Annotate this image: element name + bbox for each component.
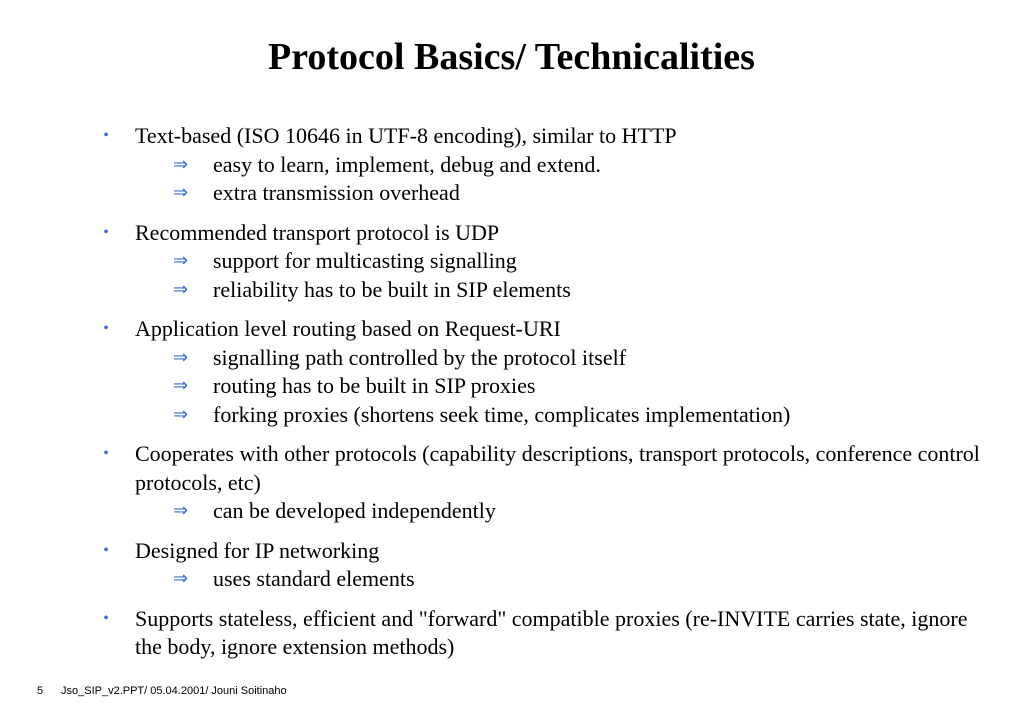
sub-item (135, 344, 983, 373)
implies-arrow-icon: ⇒ (173, 568, 189, 589)
bullet-dot-icon: • (103, 320, 109, 337)
bullet-text: Text-based (ISO 10646 in UTF-8 encoding), similar to HTTP (135, 123, 677, 148)
implies-arrow-icon: ⇒ (173, 278, 189, 300)
page-number: 5 (37, 685, 44, 697)
sub-item (135, 151, 983, 180)
sub-item-text: can be developed independently (213, 498, 496, 523)
bullet-item (0, 219, 1023, 305)
implies-arrow-icon: ⇒ (173, 153, 189, 175)
sub-item-text: routing has to be built in SIP proxies (213, 373, 536, 398)
sub-item-text: support for multicasting signalling (213, 248, 517, 273)
bullet-dot-icon: • (103, 445, 109, 462)
bullet-dot-icon: • (103, 127, 109, 144)
sub-item-text: uses standard elements (213, 566, 415, 591)
implies-arrow-icon: ⇒ (173, 182, 189, 203)
implies-arrow-icon: ⇒ (173, 346, 189, 368)
bullet-dot-icon: • (103, 223, 109, 241)
bullet-item (0, 440, 1023, 526)
sub-item-text: extra transmission overhead (213, 180, 460, 205)
bullet-text: Application level routing based on Request-URI (135, 316, 561, 341)
bullet-item (0, 605, 1023, 662)
bullet-dot-icon: • (103, 541, 109, 559)
implies-arrow-icon: ⇒ (173, 403, 189, 425)
sub-item-text: forking proxies (shortens seek time, complicates implementation) (213, 401, 791, 427)
bullet-text: Recommended transport protocol is UDP (135, 219, 500, 245)
bullet-item (0, 315, 1023, 429)
sub-item (135, 497, 983, 526)
implies-arrow-icon: ⇒ (173, 500, 189, 521)
bullet-text: Designed for IP networking (135, 537, 380, 563)
implies-arrow-icon: ⇒ (173, 250, 189, 271)
bullet-item (0, 537, 1023, 594)
sub-item-text: easy to learn, implement, debug and extend. (213, 151, 601, 177)
footer-text: Jso_SIP_v2.PPT/ 05.04.2001/ Jouni Soitinaho (61, 685, 287, 697)
sub-item (135, 565, 983, 594)
sub-item-text: signalling path controlled by the protocol itself (213, 344, 627, 370)
bullet-list (0, 122, 1023, 673)
bullet-text: Supports stateless, efficient and "forward" compatible proxies (re-INVITE carries state, ignore the body, ignore extension methods) (135, 605, 968, 659)
sub-item (135, 401, 983, 430)
sub-item (135, 247, 983, 276)
sub-item-text: reliability has to be built in SIP elements (213, 276, 571, 302)
bullet-item (0, 122, 1023, 208)
slide-title: Protocol Basics/ Technicalities (268, 36, 755, 78)
sub-item (135, 372, 983, 401)
sub-item (135, 179, 983, 208)
implies-arrow-icon: ⇒ (173, 375, 189, 396)
bullet-dot-icon: • (103, 609, 109, 627)
sub-item (135, 276, 983, 305)
bullet-text: Cooperates with other protocols (capability descriptions, transport protocols, conference control protocols, etc) (135, 441, 980, 495)
